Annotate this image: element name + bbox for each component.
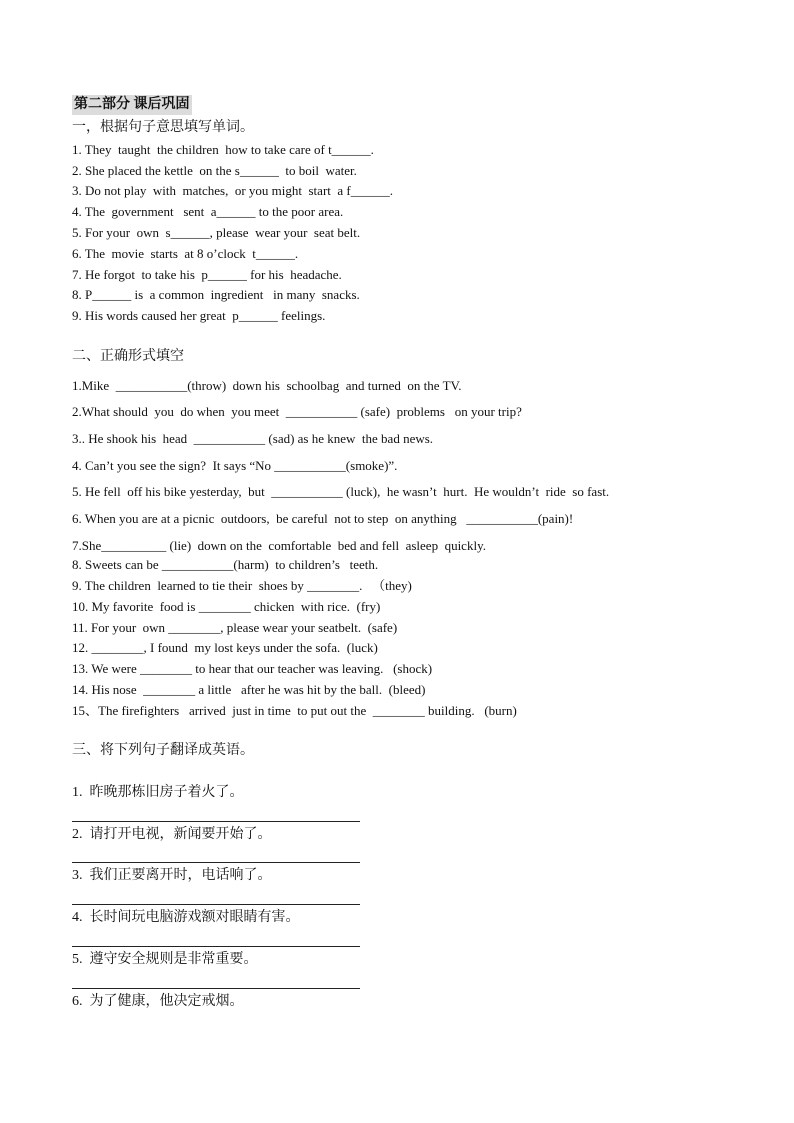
section2-title: 二、正确形式填空 [72, 349, 184, 364]
translation-item: 3. 我们正要离开时，电话响了。 [72, 868, 272, 883]
section2-item: 15、The firefighters arrived just in time to put out the ________ building. (burn) [72, 703, 517, 718]
section1-item: 9. His words caused her great p______ feelings. [72, 308, 326, 323]
section3-title: 三、将下列句子翻译成英语。 [72, 743, 254, 758]
translation-item: 4. 长时间玩电脑游戏额对眼睛有害。 [72, 910, 300, 925]
section1-item: 1. They taught the children how to take care of t______. [72, 142, 374, 157]
section2-item: 11. For your own ________, please wear your seatbelt. (safe) [72, 620, 398, 635]
section1-title: 一，根据句子意思填写单词。 [72, 120, 254, 135]
section2-item: 10. My favorite food is ________ chicken with rice. (fry) [72, 599, 381, 614]
section1-item: 7. He forgot to take his p______ for his headache. [72, 267, 342, 282]
translation-item: 2. 请打开电视，新闻要开始了。 [72, 827, 272, 842]
section2-item: 5. He fell off his bike yesterday, but ___________ (luck), he wasn’t hurt. He wouldn’t ride so fast. [72, 484, 610, 499]
answer-line[interactable] [72, 988, 360, 989]
section1-item: 3. Do not play with matches, or you might start a f______. [72, 183, 393, 198]
answer-line[interactable] [72, 904, 360, 905]
answer-line[interactable] [72, 821, 360, 822]
part-title: 第二部分 课后巩固 [72, 95, 192, 115]
section2-item: 12. ________, I found my lost keys under the sofa. (luck) [72, 640, 378, 655]
section1-item: 4. The government sent a______ to the poor area. [72, 204, 344, 219]
section1-item: 5. For your own s______, please wear your seat belt. [72, 225, 361, 240]
translation-item: 5. 遵守安全规则是非常重要。 [72, 952, 258, 967]
section2-item: 14. His nose ________ a little after he was hit by the ball. (bleed) [72, 682, 426, 697]
section1-item: 8. P______ is a common ingredient in many snacks. [72, 287, 360, 302]
translation-item: 6. 为了健康，他决定戒烟。 [72, 994, 244, 1009]
section2-item: 7.She__________ (lie) down on the comfortable bed and fell asleep quickly. [72, 538, 486, 553]
section2-item: 13. We were ________ to hear that our teacher was leaving. (shock) [72, 661, 433, 676]
section2-item: 3.. He shook his head ___________ (sad) as he knew the bad news. [72, 431, 434, 446]
translation-item: 1. 昨晚那栋旧房子着火了。 [72, 785, 244, 800]
section2-item: 4. Can’t you see the sign? It says “No ___________(smoke)”. [72, 458, 398, 473]
section2-item: 6. When you are at a picnic outdoors, be careful not to step on anything ___________(pain)! [72, 511, 574, 526]
section1-item: 2. She placed the kettle on the s______ to boil water. [72, 163, 357, 178]
answer-line[interactable] [72, 946, 360, 947]
section2-item: 1.Mike ___________(throw) down his schoolbag and turned on the TV. [72, 378, 462, 393]
section1-item: 6. The movie starts at 8 o’clock t______. [72, 246, 299, 261]
section2-item: 2.What should you do when you meet ___________ (safe) problems on your trip? [72, 404, 522, 419]
answer-line[interactable] [72, 862, 360, 863]
section2-item: 9. The children learned to tie their shoes by ________. （they) [72, 578, 412, 593]
section2-item: 8. Sweets can be ___________(harm) to children’s teeth. [72, 557, 379, 572]
